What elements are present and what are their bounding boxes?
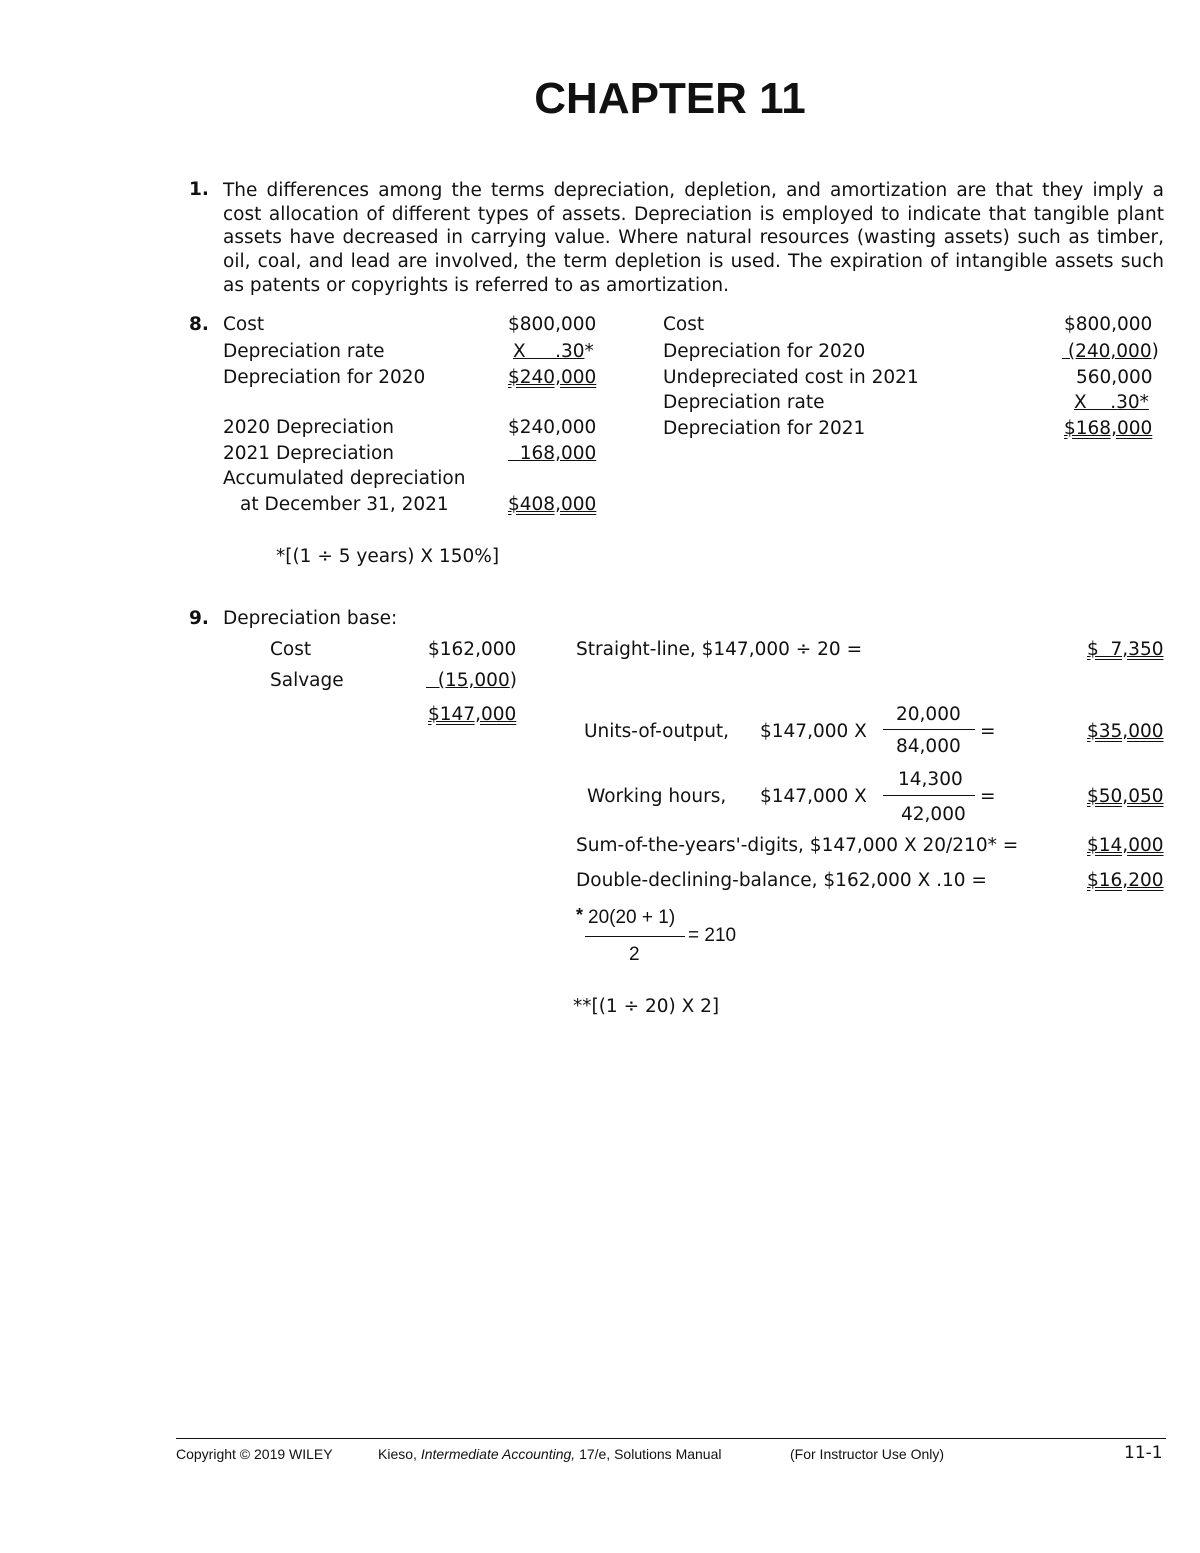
q9-units-fraction-bar	[883, 729, 975, 730]
q8-right-rate-value: X .30*	[1074, 392, 1149, 413]
q9-ddb-value: $16,200	[1087, 870, 1164, 891]
q9-formula-result: = 210	[688, 925, 737, 946]
footer-divider	[176, 1438, 1166, 1439]
q9-ddb-label: Double-declining-balance, $162,000 X .10 =	[576, 870, 987, 891]
footer-book: Kieso, Intermediate Accounting, 17/e, Solutions Manual	[378, 1446, 722, 1462]
question-9-number: 9.	[189, 608, 209, 629]
q8-left-accum-label-2: at December 31, 2021	[240, 494, 449, 515]
q9-units-value: $35,000	[1087, 721, 1164, 742]
q8-right-dep2021-label: Depreciation for 2021	[663, 418, 866, 439]
q8-footnote: *[(1 ÷ 5 years) X 150%]	[276, 546, 500, 567]
q9-hours-expr: $147,000 X	[760, 786, 867, 807]
q8-left-dep2020-value: $240,000	[508, 367, 597, 388]
q9-straight-line-value: $ 7,350	[1087, 639, 1164, 660]
q8-left-d2020-label: 2020 Depreciation	[223, 417, 394, 438]
q9-hours-numerator: 14,300	[898, 769, 963, 790]
q8-right-undep-value: 560,000	[1076, 367, 1153, 388]
question-1-text: The differences among the terms depreciation, depletion, and amortization are that they imply a cost allocation of different types of assets. Depreciation is employed to indicate that tangible plant assets have decreased in carrying value. Where natural resources (wasting assets) such as timber, oil, coal, and lead are involved, the term depletion is used. The expiration of intangible assets such as patents or copyrights is referred to as amortization.	[223, 180, 1164, 296]
q9-syd-value: $14,000	[1087, 835, 1164, 856]
q9-footnote: **[(1 ÷ 20) X 2]	[573, 996, 720, 1017]
q9-cost-value: $162,000	[428, 639, 517, 660]
q8-left-cost-value: $800,000	[508, 314, 597, 335]
q9-hours-value: $50,050	[1087, 786, 1164, 807]
question-8-number: 8.	[189, 314, 209, 335]
question-1-number: 1.	[189, 179, 209, 200]
q8-right-dep2021-value: $168,000	[1064, 418, 1153, 439]
q9-formula-denominator: 2	[629, 944, 640, 965]
q9-formula-numerator: 20(20 + 1)	[588, 907, 676, 928]
footer-usage: (For Instructor Use Only)	[790, 1446, 945, 1462]
q9-hours-fraction-bar	[883, 795, 975, 796]
q9-straight-line-label: Straight-line, $147,000 ÷ 20 =	[576, 639, 863, 660]
q9-base-value: $147,000	[428, 704, 517, 725]
q9-units-expr: $147,000 X	[760, 721, 867, 742]
q8-left-d2021-value: 168,000	[508, 443, 597, 464]
q9-salvage-value: (15,000)	[426, 670, 517, 691]
q9-units-numerator: 20,000	[896, 704, 961, 725]
footer-page-number: 11-1	[1124, 1443, 1163, 1463]
q8-left-accum-value: $408,000	[508, 494, 597, 515]
q8-left-accum-label-1: Accumulated depreciation	[223, 468, 466, 489]
q9-formula-star: *	[576, 905, 584, 925]
q9-salvage-label: Salvage	[270, 670, 344, 691]
q8-left-cost-label: Cost	[223, 314, 265, 335]
q9-hours-label: Working hours,	[587, 786, 727, 807]
q9-hours-denominator: 42,000	[901, 804, 966, 825]
q8-left-d2020-value: $240,000	[508, 417, 597, 438]
q8-left-d2021-label: 2021 Depreciation	[223, 443, 394, 464]
q9-syd-label: Sum-of-the-years'-digits, $147,000 X 20/210* =	[576, 835, 1019, 856]
q8-left-dep2020-label: Depreciation for 2020	[223, 367, 426, 388]
q8-right-undep-label: Undepreciated cost in 2021	[663, 367, 919, 388]
q9-units-denominator: 84,000	[896, 736, 961, 757]
chapter-title: CHAPTER 11	[534, 74, 806, 123]
q8-right-cost-label: Cost	[663, 314, 705, 335]
q9-base-label: Depreciation base:	[223, 608, 398, 629]
q8-right-dep2020-label: Depreciation for 2020	[663, 341, 866, 362]
q8-right-dep2020-value: (240,000)	[1062, 341, 1159, 362]
q8-right-cost-value: $800,000	[1064, 314, 1153, 335]
q9-hours-equals: =	[980, 786, 996, 807]
footer-copyright: Copyright © 2019 WILEY	[176, 1446, 333, 1462]
q9-units-equals: =	[980, 721, 996, 742]
q8-left-rate-label: Depreciation rate	[223, 341, 385, 362]
q9-formula-fraction-bar	[585, 936, 685, 937]
q8-left-rate-value: X .30*	[513, 341, 594, 362]
q9-units-label: Units-of-output,	[584, 721, 730, 742]
q9-cost-label: Cost	[270, 639, 312, 660]
q8-right-rate-label: Depreciation rate	[663, 392, 825, 413]
